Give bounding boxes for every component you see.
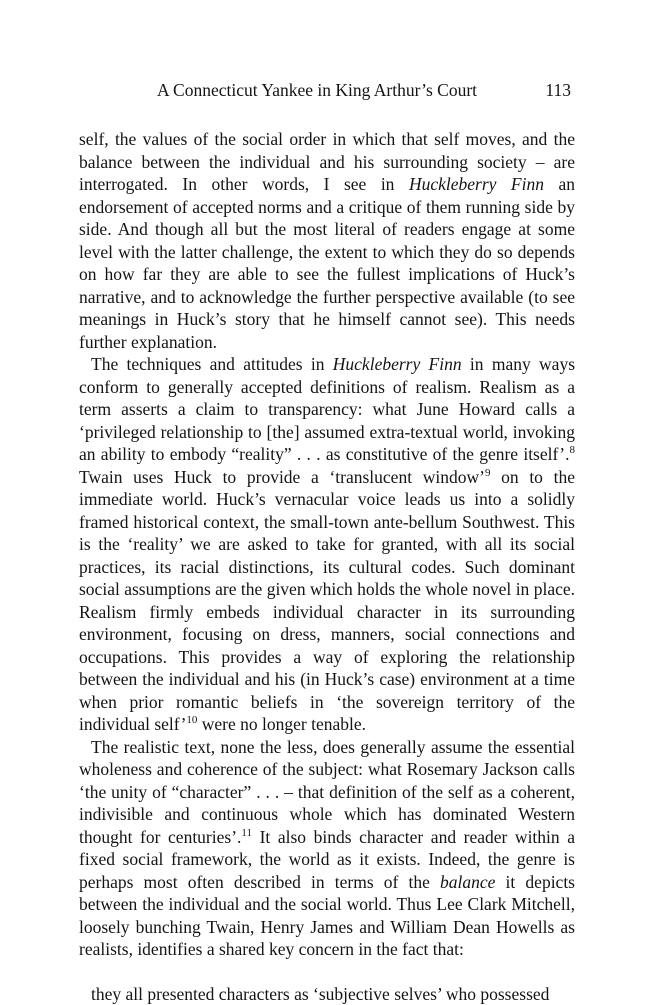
text-run: on to the immediate world. Huck’s vernacular voice leads us into a solidly framed historical context, the small-town ante-bellum Southwest. This is the ‘reality’ we are asked to take for granted, with all its social practices, its racial distinctions, its cultural codes. Such dominant social assumptions are the given which holds the whole novel in place. Realism firmly embeds individual character in its surrounding environment, focusing on dress, manners, social connections and occupations. This provides a way of exploring the relationship between the individual and his (in Huck’s case) environment at a time when prior romantic beliefs in ‘the sovereign territory of the individual self’ xyxy=(79,467,575,735)
footnote-ref: 8 xyxy=(570,444,576,456)
italic-title: Huckleberry Finn xyxy=(409,174,544,194)
paragraph xyxy=(79,128,575,353)
text-run: The realistic text, none the less, does generally assume the essential wholeness and coherence of the subject: what Rosemary Jackson calls ‘the unity of “character” . . . – that definition of the self as a coherent, indivisible and continuous whole which has dominated Western thought for centuries’. xyxy=(79,737,575,847)
running-head xyxy=(79,76,575,106)
book-page xyxy=(79,76,575,1005)
paragraph xyxy=(79,736,575,961)
running-title: A Connecticut Yankee in King Arthur’s Court xyxy=(157,80,477,101)
text-run: It also binds character and reader within a fixed social framework, the world as it exists. Indeed, the genre is perhaps most often described in terms of the xyxy=(79,827,575,892)
text-run: it depicts between the individual and the social world. Thus Lee Clark Mitchell, loosely bunching Twain, Henry James and William Dean Howells as realists, identifies a shared key concern in the fact that: xyxy=(79,872,575,960)
text-run: Twain uses Huck to provide a ‘translucent window’ xyxy=(79,467,485,487)
italic-title: balance xyxy=(440,872,495,892)
text-run: in many ways conform to generally accepted definitions of realism. Realism as a term asserts a claim to transparency: what June Howard calls a ‘privileged relationship to [the] assumed extra-textual world, invoking an ability to embody “reality” . . . as constitutive of the genre itself’. xyxy=(79,354,575,464)
italic-title: Huckleberry Finn xyxy=(333,354,462,374)
text-run: were no longer tenable. xyxy=(197,714,366,734)
text-run: self, the values of the social order in which that self moves, and the balance between the individual and his surrounding society – are interrogated. In other words, I see in xyxy=(79,129,575,194)
text-run: an endorsement of accepted norms and a critique of them running side by side. And though all but the most literal of readers engage at some level with the latter challenge, the extent to which they do so depends on how far they are able to see the fullest implications of Huck’s narrative, and to acknowledge the further perspective available (to see meanings in Huck’s story that he himself cannot see). This needs further explanation. xyxy=(79,174,575,352)
footnote-ref: 10 xyxy=(186,714,197,726)
footnote-ref: 11 xyxy=(241,827,252,839)
block-quote: they all presented characters as ‘subjective selves’ who possessed xyxy=(79,983,575,1005)
body-text xyxy=(79,128,575,1005)
paragraph xyxy=(79,353,575,736)
footnote-ref: 9 xyxy=(485,467,491,479)
page-number: 113 xyxy=(545,80,571,101)
text-run: The techniques and attitudes in xyxy=(91,354,333,374)
